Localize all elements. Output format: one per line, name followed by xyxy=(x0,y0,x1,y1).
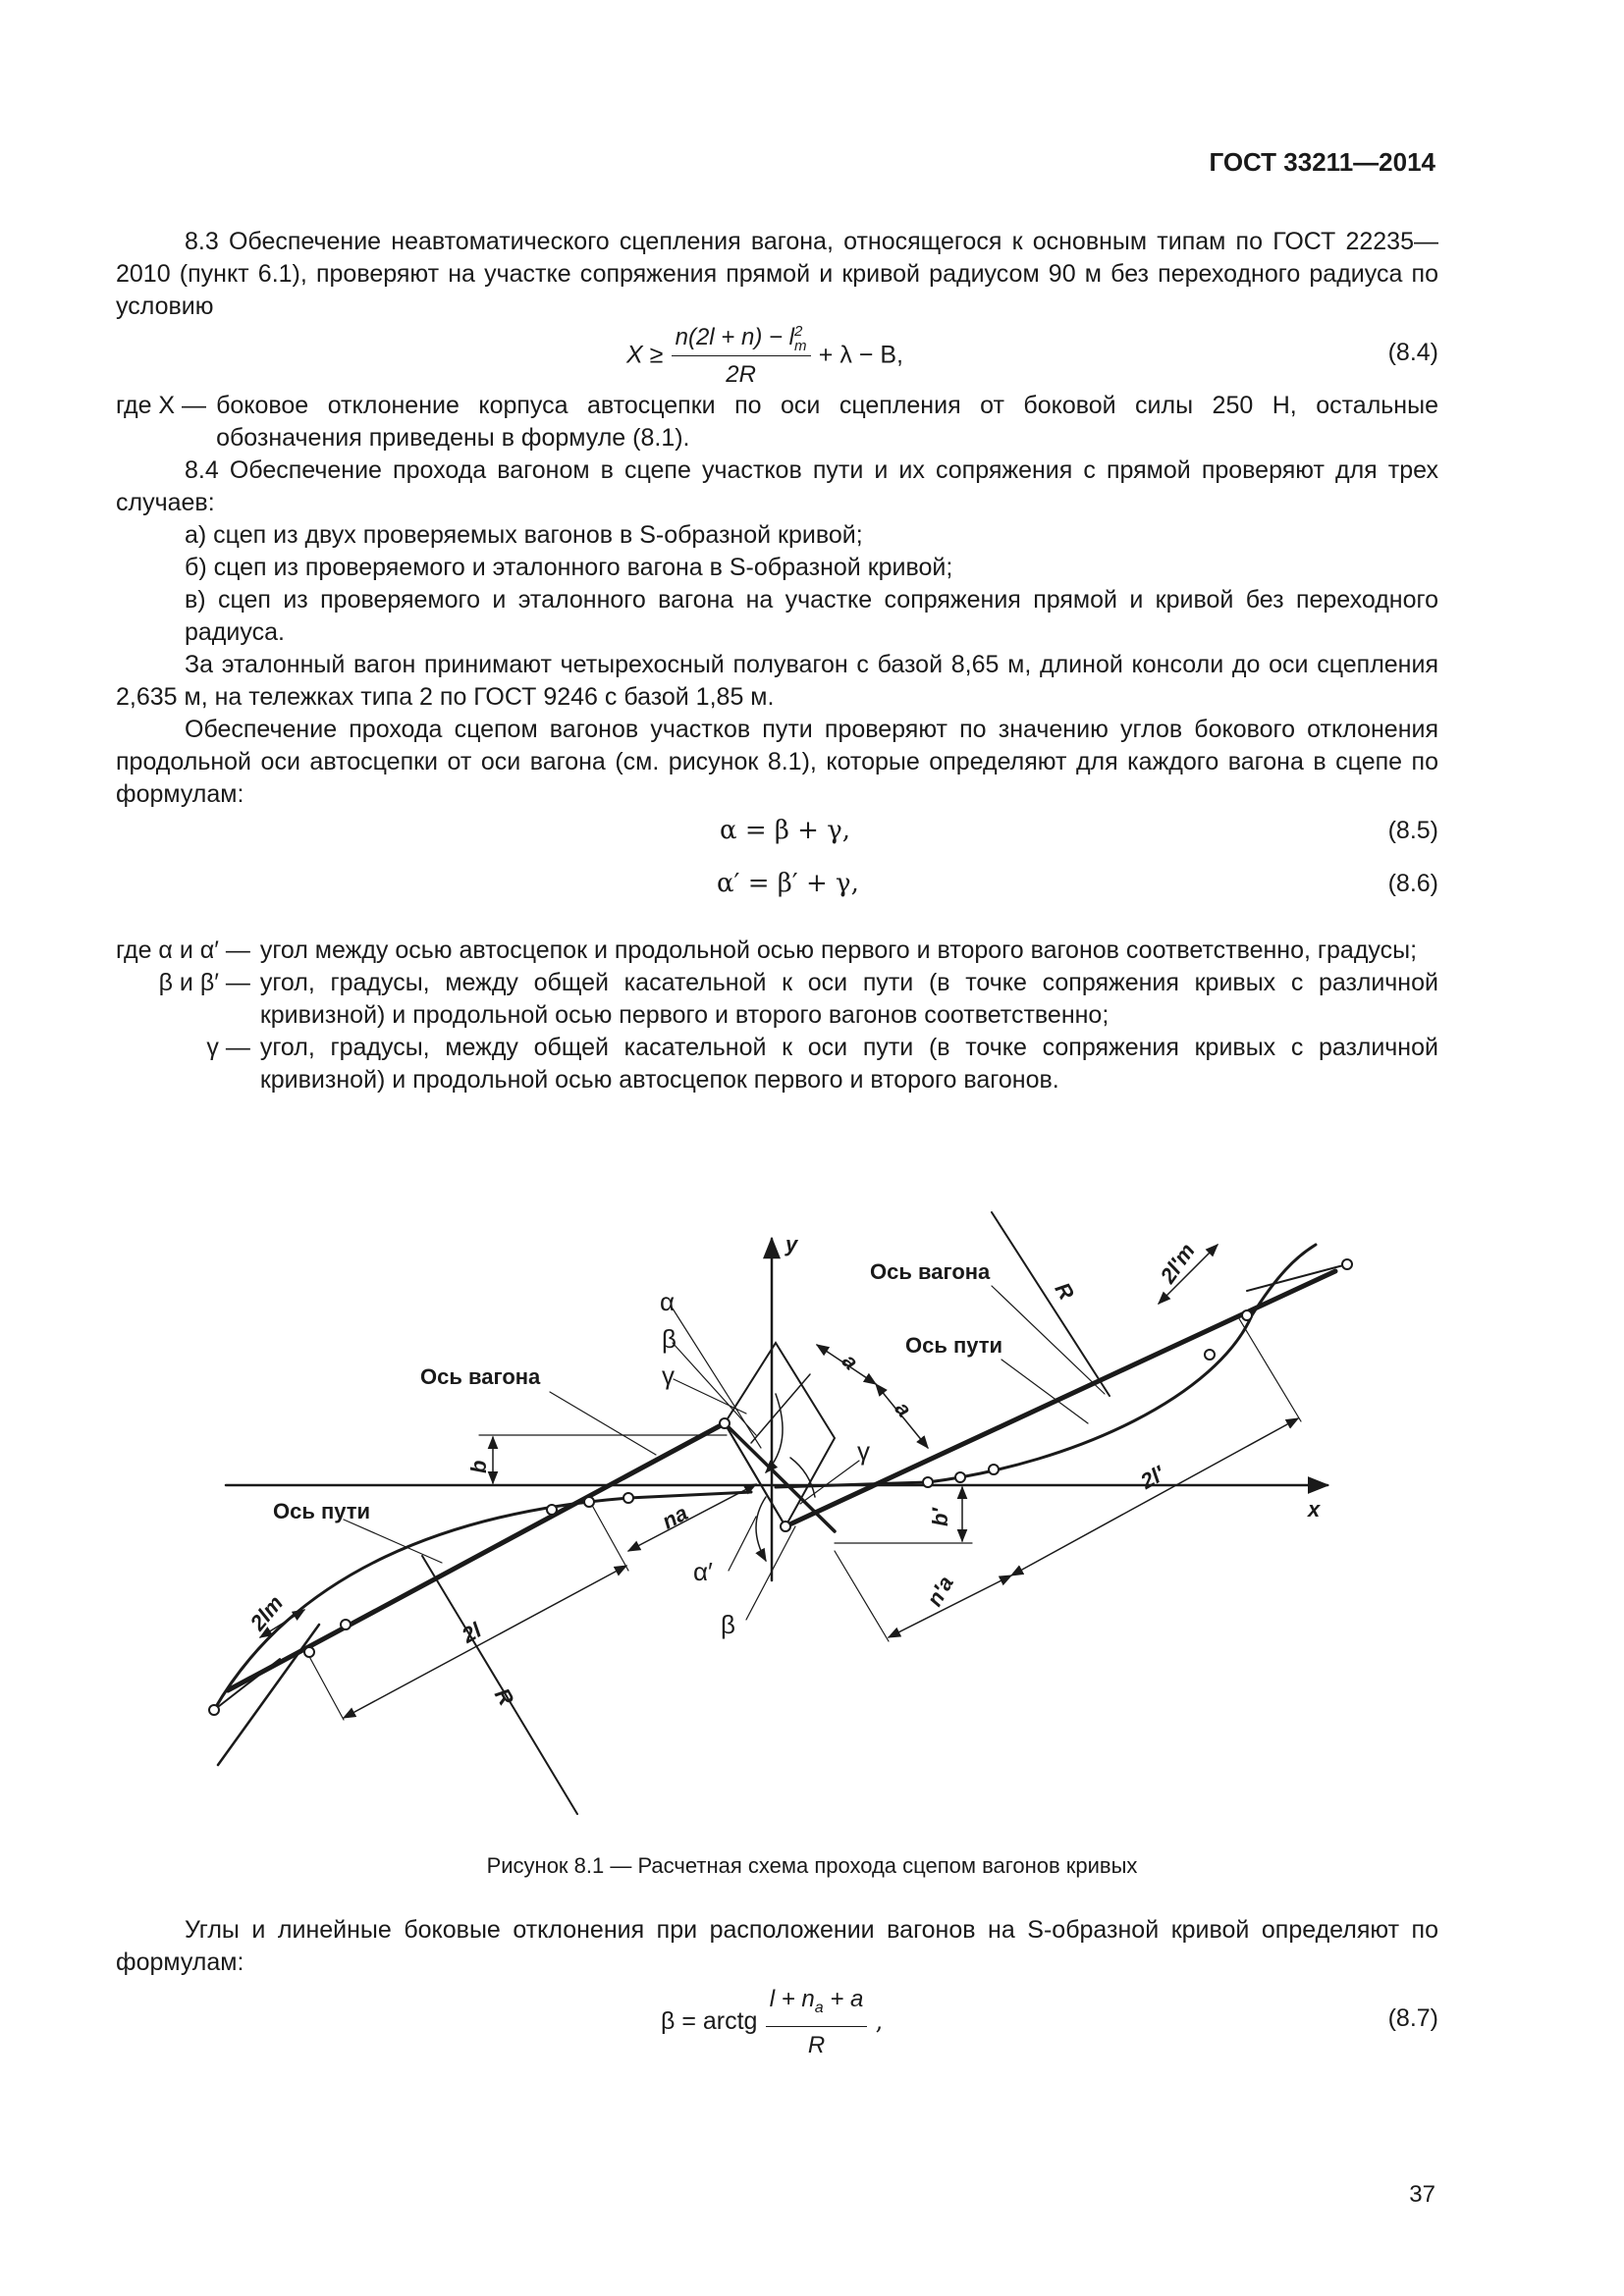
label-b-prime: b′ xyxy=(928,1508,952,1526)
leader-beta xyxy=(673,1343,756,1435)
angle-arc-gamma2 xyxy=(790,1458,815,1497)
leader-beta2 xyxy=(746,1526,795,1620)
where86-text-beta: угол, градусы, между общей касательной к оси пути (в точке сопряжения кривых с различной кривизной) и продольной осью первого и второго вагонов соответственно; xyxy=(259,969,1438,1029)
leader-track-axis-right xyxy=(1001,1360,1088,1423)
equation-8-7-number: (8.7) xyxy=(1387,2004,1438,2032)
joint-point xyxy=(781,1522,790,1531)
label-na-prime: n′a xyxy=(921,1572,958,1611)
equation-8-5 xyxy=(116,811,1438,866)
right-radius-line xyxy=(992,1212,1110,1396)
label-R-left: R xyxy=(489,1683,519,1710)
joint-point xyxy=(209,1705,219,1715)
equation-8-5-number: (8.5) xyxy=(1387,817,1438,844)
equation-8-6-body: α′ = β′ + γ, xyxy=(717,869,859,898)
label-a2: a xyxy=(890,1396,917,1422)
equation-8-7 xyxy=(116,1983,1438,2061)
label-b: b xyxy=(466,1460,491,1473)
joint-point xyxy=(584,1497,594,1507)
left-track-curve xyxy=(214,1492,751,1710)
eq87-numerator xyxy=(766,1983,868,2027)
equation-8-4-number: (8.4) xyxy=(1387,339,1438,366)
dim-2lprime-ext2 xyxy=(835,1551,889,1641)
label-alpha-prime: α′ xyxy=(693,1557,713,1586)
label-2lt: 2lт xyxy=(244,1590,289,1635)
leader-track-axis-left xyxy=(344,1520,442,1563)
dim-2l-line xyxy=(344,1566,626,1718)
left-radius-line xyxy=(422,1556,577,1814)
label-beta: β xyxy=(662,1324,677,1354)
eq84-fraction xyxy=(672,321,811,391)
dim-2lt-line xyxy=(260,1610,304,1637)
coupler-cross xyxy=(751,1374,810,1443)
eq84-sub: т xyxy=(794,337,807,354)
eq87-fraction xyxy=(766,1983,868,2061)
text-block-top xyxy=(116,226,1438,1096)
joint-point xyxy=(547,1505,557,1515)
equation-8-4 xyxy=(116,322,1438,388)
label-2l: 2l xyxy=(458,1617,486,1648)
dim-2lprime-line xyxy=(1011,1418,1298,1575)
label-gamma: γ xyxy=(662,1361,675,1390)
paragraph-etalon: За эталонный вагон принимают четырехосный полувагон с базой 8,65 м, длиной консоли до оси сцепления 2,635 м, на тележках типа 2 по ГОСТ 9246 с базой 1,85 м. xyxy=(116,651,1438,711)
dim-2ltprime-line xyxy=(1159,1245,1218,1304)
paragraph-8-4: 8.4 Обеспечение прохода вагоном в сцепе участков пути и их сопряжения с прямой проверяют для трех случаев: xyxy=(116,456,1438,516)
dim-na-line xyxy=(628,1484,756,1551)
joint-point xyxy=(923,1477,933,1487)
eq84-scripts xyxy=(794,324,807,353)
paragraph-angles: Обеспечение прохода сцепом вагонов участков пути проверяют по значению углов бокового отклонения продольной оси автосцепки от оси вагона (см. рисунок 8.1), которые определяют для каждого вагона в сцепе по формулам: xyxy=(116,716,1438,808)
label-2l-prime: 2l′ xyxy=(1136,1461,1169,1494)
dim-2l-ext1 xyxy=(306,1651,344,1720)
where84-symbol: где X — xyxy=(116,392,207,419)
dim-a2-line xyxy=(876,1384,928,1448)
label-car-axis-right: Ось вагона xyxy=(870,1259,991,1284)
standard-header: ГОСТ 33211—2014 xyxy=(1209,147,1435,177)
joint-point xyxy=(1205,1350,1215,1360)
coupler-rhombus xyxy=(725,1343,835,1526)
where86-symbol-alpha: где α и α′ — xyxy=(116,936,250,964)
coupler-axis-2 xyxy=(725,1423,785,1526)
label-beta2: β xyxy=(721,1610,735,1639)
where86-text-gamma: угол, градусы, между общей касательной к оси пути (в точке сопряжения кривых с различной кривизной) и продольной осью автосцепок первого и второго вагонов. xyxy=(259,1034,1438,1094)
label-car-axis-left: Ось вагона xyxy=(420,1364,541,1389)
dim-naprime-line xyxy=(889,1575,1011,1637)
leader-alpha-prime xyxy=(729,1517,756,1571)
eq84-numerator xyxy=(672,321,811,356)
label-y: y xyxy=(785,1232,798,1256)
text-block-bottom xyxy=(116,1914,1438,2061)
eq87-lhs: β = arctg xyxy=(661,2006,758,2035)
angle-arc-alpha xyxy=(766,1394,783,1472)
right-track-tail xyxy=(1247,1264,1347,1291)
list-item-b: б) сцеп из проверяемого и эталонного вагона в S-образной кривой; xyxy=(185,554,953,581)
leader-car-axis-left xyxy=(550,1392,656,1455)
eq87-num-text: l + n xyxy=(769,1986,815,2012)
left-car-axis-line xyxy=(228,1423,725,1690)
equation-8-7-body xyxy=(661,1983,883,2061)
joint-point xyxy=(341,1620,351,1629)
joint-point xyxy=(623,1493,633,1503)
where-8-6 xyxy=(116,934,1438,1096)
left-lower-tangent xyxy=(218,1625,319,1765)
left-track-tail xyxy=(214,1659,280,1710)
label-track-axis-right: Ось пути xyxy=(905,1333,1003,1358)
label-a1: a xyxy=(837,1348,864,1375)
eq87-sub: a xyxy=(814,1999,824,2016)
coupler-axis xyxy=(725,1423,835,1531)
joint-point xyxy=(720,1418,730,1428)
equation-8-6 xyxy=(116,866,1438,934)
label-gamma2: γ xyxy=(857,1436,870,1466)
dim-a1-line xyxy=(817,1345,876,1384)
where86-symbol-gamma: γ — xyxy=(206,1034,250,1061)
equation-8-5-body: α = β + γ, xyxy=(720,816,851,845)
leader-gamma xyxy=(674,1379,746,1414)
joint-point xyxy=(1342,1259,1352,1269)
joint-point xyxy=(1242,1310,1252,1320)
leader-car-axis-right xyxy=(992,1286,1105,1394)
where86-symbol-beta: β и β′ — xyxy=(158,969,250,996)
joint-point xyxy=(989,1465,999,1474)
right-car-axis-line xyxy=(785,1271,1335,1526)
list-item-a: а) сцеп из двух проверяемых вагонов в S-образной кривой; xyxy=(185,521,863,549)
eq84-sup: 2 xyxy=(794,322,803,340)
where84-text: боковое отклонение корпуса автосцепки по оси сцепления от боковой силы 250 Н, остальные обозначения приведены в формуле (8.1). xyxy=(216,392,1438,452)
paragraph-s-curve: Углы и линейные боковые отклонения при расположении вагонов на S-образной кривой определяют по формулам: xyxy=(116,1916,1438,1976)
label-2lt-prime: 2l′т xyxy=(1155,1239,1200,1288)
eq87-denominator: R xyxy=(807,2031,826,2058)
dim-2lprime-ext1 xyxy=(1237,1315,1301,1421)
eq84-num-text: n(2l + n) − l xyxy=(675,324,795,350)
where86-text-alpha: угол между осью автосцепок и продольной осью первого и второго вагонов соответственно, градусы; xyxy=(259,936,1418,964)
label-na: na xyxy=(658,1500,692,1534)
label-track-axis-left: Ось пути xyxy=(273,1499,371,1523)
equation-8-4-body xyxy=(626,321,903,391)
label-R-right: R xyxy=(1050,1278,1080,1305)
page-number: 37 xyxy=(1409,2181,1435,2208)
eq84-denominator: 2R xyxy=(726,361,756,388)
where-8-4 xyxy=(116,390,1438,454)
dim-2l-ext2 xyxy=(589,1500,628,1571)
leader-alpha xyxy=(673,1308,761,1448)
right-track-curve xyxy=(776,1245,1316,1487)
figure-caption: Рисунок 8.1 — Расчетная схема прохода сцепом вагонов кривых xyxy=(486,1853,1138,1878)
eq84-rest: + λ − B, xyxy=(818,341,903,369)
angle-arc-alpha-prime xyxy=(756,1497,766,1561)
joint-point xyxy=(304,1647,314,1657)
label-x: x xyxy=(1308,1497,1321,1522)
joint-point xyxy=(955,1472,965,1482)
paragraph-8-3: 8.3 Обеспечение неавтоматического сцепления вагона, относящегося к основным типам по ГОСТ 22235—2010 (пункт 6.1), проверяют на участке сопряжения прямой и кривой радиусом 90 м без переходного радиуса по условию xyxy=(116,228,1438,320)
eq87-tail: , xyxy=(875,2006,884,2035)
list-item-c: в) сцеп из проверяемого и эталонного вагона на участке сопряжения прямой и кривой без переходного радиуса. xyxy=(185,586,1438,646)
leader-gamma2 xyxy=(800,1461,859,1504)
equation-8-6-number: (8.6) xyxy=(1387,870,1438,897)
eq84-lhs: X ≥ xyxy=(626,341,664,369)
eq87-num-tail: + a xyxy=(823,1986,864,2012)
label-alpha: α xyxy=(660,1287,676,1316)
